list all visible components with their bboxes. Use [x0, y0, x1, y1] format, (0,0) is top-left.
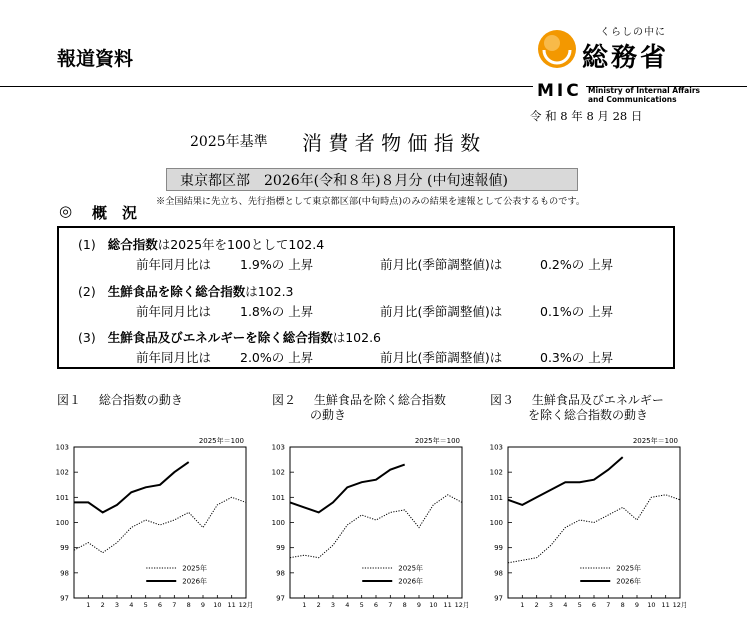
chart-caption-number: 図１ [57, 393, 82, 407]
legend-label: 2025年 [182, 564, 208, 573]
mic-english-line-2: and Communications [588, 95, 677, 104]
yoy-value: 1.8%の 上昇 [240, 304, 314, 319]
x-tick-label: 8 [620, 601, 625, 609]
chart-2 [266, 432, 471, 612]
x-tick-label: 6 [591, 601, 597, 609]
series-line-2025年 [74, 497, 246, 552]
yoy-label: 前年同月比は [136, 257, 212, 272]
mic-logo: MIC [533, 81, 586, 101]
y-tick-label: 102 [489, 468, 503, 477]
section-mark: ◎ [59, 202, 73, 220]
chart-caption-title: 生鮮食品及びエネルギー [531, 393, 664, 407]
x-tick-label: 7 [606, 601, 611, 609]
x-tick-label: 7 [388, 601, 393, 609]
ministry-tagline: くらしの中に [600, 27, 666, 38]
mom-label: 前月比(季節調整値)は [380, 350, 503, 365]
x-tick-label: 11 [661, 601, 670, 609]
x-tick-label: 6 [157, 601, 163, 609]
x-tick-label: 11 [227, 601, 236, 609]
yoy-label: 前年同月比は [136, 350, 212, 365]
summary-item-text: は2025年を100として102.4 [157, 237, 325, 252]
x-tick-label: 5 [359, 601, 364, 609]
chart-2-caption [272, 391, 446, 408]
legend-label: 2026年 [398, 577, 424, 586]
x-tick-label: 4 [129, 601, 134, 609]
x-tick-label: 7 [172, 601, 177, 609]
release-note: ※全国結果に先立ち、先行指標として東京都区部(中旬時点)のみの結果を速報として公表するものです。 [156, 196, 586, 207]
summary-item-name: 総合指数 [107, 237, 158, 252]
series-line-2025年 [290, 495, 462, 558]
summary-item-number: (2) [78, 284, 96, 299]
yoy-value: 1.9%の 上昇 [240, 257, 314, 272]
series-line-2026年 [508, 457, 623, 505]
x-tick-label: 5 [143, 601, 148, 609]
y-tick-label: 100 [271, 519, 285, 527]
y-tick-label: 101 [55, 493, 69, 502]
x-tick-label: 2 [316, 601, 321, 609]
yoy-value: 2.0%の 上昇 [240, 350, 314, 365]
x-tick-label: 12月 [238, 601, 254, 609]
chart-caption-title: 総合指数の動き [98, 393, 183, 407]
unit-note: 2025年＝100 [632, 437, 678, 445]
ministry-name: 総務省 [582, 43, 670, 73]
mic-english-line-1: Ministry of Internal Affairs [588, 86, 700, 95]
subtitle-text: 東京都区部 2026年(令和８年)８月分 (中旬速報値) [180, 173, 508, 189]
chart-caption-number: 図２ [272, 393, 297, 407]
page-title: 消 費 者 物 価 指 数 [302, 131, 481, 155]
x-tick-label: 6 [373, 601, 379, 609]
x-tick-label: 8 [402, 601, 407, 609]
y-tick-label: 103 [55, 443, 69, 452]
chart-3-caption-line2: を除く総合指数の動き [528, 408, 649, 422]
y-tick-label: 100 [55, 519, 69, 527]
yoy-label: 前年同月比は [136, 304, 212, 319]
y-tick-label: 97 [494, 594, 503, 603]
series-line-2025年 [508, 495, 680, 563]
x-tick-label: 10 [647, 601, 656, 609]
y-tick-label: 102 [271, 468, 285, 477]
mom-value: 0.2%の 上昇 [540, 257, 614, 272]
x-tick-label: 1 [520, 601, 525, 609]
chart-caption-number: 図３ [490, 393, 515, 407]
y-tick-label: 98 [276, 569, 285, 578]
y-tick-label: 97 [60, 594, 69, 603]
x-tick-label: 3 [548, 601, 554, 609]
title-base-year: 2025年基準 [190, 134, 268, 150]
y-tick-label: 101 [271, 493, 285, 502]
y-tick-label: 103 [489, 443, 503, 452]
unit-note: 2025年＝100 [198, 437, 244, 445]
summary-item-name: 生鮮食品及びエネルギーを除く総合指数 [107, 330, 333, 345]
x-tick-label: 4 [563, 601, 568, 609]
x-tick-label: 1 [86, 601, 91, 609]
summary-item-text: は102.3 [245, 284, 294, 299]
x-tick-label: 9 [200, 601, 206, 609]
x-tick-label: 11 [443, 601, 452, 609]
plot-frame [74, 447, 246, 598]
x-tick-label: 4 [345, 601, 350, 609]
legend-label: 2026年 [182, 577, 208, 586]
x-tick-label: 1 [302, 601, 307, 609]
series-line-2026年 [290, 465, 405, 513]
summary-item-name: 生鮮食品を除く総合指数 [107, 284, 246, 299]
plot-frame [290, 447, 462, 598]
chart-1-caption [57, 391, 183, 408]
unit-note: 2025年＝100 [414, 437, 460, 445]
legend-label: 2025年 [616, 564, 642, 573]
mom-label: 前月比(季節調整値)は [380, 257, 503, 272]
legend-label: 2026年 [616, 577, 642, 586]
chart-caption-title: 生鮮食品を除く総合指数 [313, 393, 446, 407]
x-tick-label: 5 [577, 601, 582, 609]
x-tick-label: 3 [114, 601, 120, 609]
mom-value: 0.3%の 上昇 [540, 350, 614, 365]
x-tick-label: 9 [634, 601, 640, 609]
y-tick-label: 97 [276, 594, 285, 603]
x-tick-label: 12月 [672, 601, 688, 609]
release-date: 令 和 8 年 8 月 28 日 [530, 109, 643, 123]
legend-label: 2025年 [398, 564, 424, 573]
chart-2-caption-line2: の動き [310, 408, 347, 422]
x-tick-label: 8 [186, 601, 191, 609]
y-tick-label: 101 [489, 493, 503, 502]
x-tick-label: 3 [330, 601, 336, 609]
mom-label: 前月比(季節調整値)は [380, 304, 503, 319]
chart-1 [50, 432, 255, 612]
summary-item-number: (3) [78, 330, 96, 345]
ministry-logo-icon [536, 28, 578, 70]
y-tick-label: 100 [489, 519, 503, 527]
y-tick-label: 99 [276, 544, 285, 553]
chart-3 [484, 432, 689, 612]
y-tick-label: 98 [494, 569, 503, 578]
section-title: 概 況 [92, 204, 138, 222]
x-tick-label: 12月 [454, 601, 470, 609]
summary-item-number: (1) [78, 237, 96, 252]
y-tick-label: 99 [60, 544, 69, 553]
press-release-label: 報道資料 [57, 48, 134, 70]
x-tick-label: 2 [100, 601, 105, 609]
y-tick-label: 99 [494, 544, 503, 553]
summary-item-text: は102.6 [332, 330, 382, 345]
y-tick-label: 98 [60, 569, 69, 578]
x-tick-label: 10 [213, 601, 222, 609]
x-tick-label: 9 [416, 601, 422, 609]
x-tick-label: 10 [429, 601, 438, 609]
mom-value: 0.1%の 上昇 [540, 304, 614, 319]
x-tick-label: 2 [534, 601, 539, 609]
y-tick-label: 102 [55, 468, 69, 477]
series-line-2026年 [74, 462, 189, 512]
y-tick-label: 103 [271, 443, 285, 452]
